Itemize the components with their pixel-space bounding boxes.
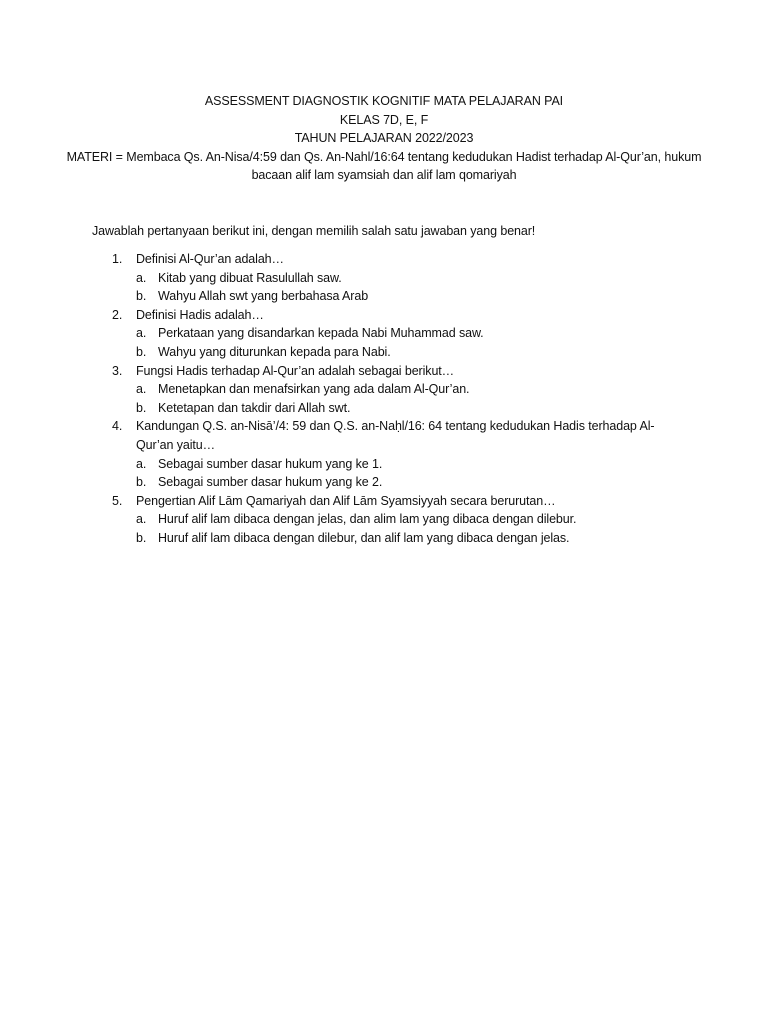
- option-text: Wahyu yang diturunkan kepada para Nabi.: [158, 344, 391, 359]
- option-letter: b.: [136, 289, 147, 304]
- option-text: Perkataan yang disandarkan kepada Nabi Muhammad saw.: [158, 326, 484, 341]
- question-text: Definisi Hadis adalah…: [136, 307, 264, 322]
- answer-option: [136, 269, 672, 288]
- option-letter: a.: [136, 512, 147, 527]
- question-number: 3.: [112, 363, 123, 378]
- answer-option: [136, 510, 672, 529]
- option-letter: b.: [136, 400, 147, 415]
- option-letter: a.: [136, 456, 147, 471]
- answer-option: [136, 399, 672, 418]
- option-text: Menetapkan dan menafsirkan yang ada dalam Al-Qur’an.: [158, 382, 470, 397]
- question-item: [92, 306, 672, 362]
- option-text: Kitab yang dibuat Rasulullah saw.: [158, 270, 342, 285]
- option-letter: b.: [136, 475, 147, 490]
- question-number: 4.: [112, 419, 123, 434]
- question-text: Pengertian Alif Lām Qamariyah dan Alif Lām Syamsiyyah secara berurutan…: [136, 493, 556, 508]
- class-line: KELAS 7D, E, F: [339, 112, 429, 127]
- option-letter: a.: [136, 382, 147, 397]
- option-text: Huruf alif lam dibaca dengan jelas, dan alim lam yang dibaca dengan dilebur.: [158, 512, 577, 527]
- option-letter: b.: [136, 344, 147, 359]
- answer-option: [136, 287, 672, 306]
- assessment-title: ASSESSMENT DIAGNOSTIK KOGNITIF MATA PELAJARAN PAI: [204, 94, 564, 108]
- question-number: 5.: [112, 493, 123, 508]
- option-letter: b.: [136, 530, 147, 545]
- answer-option: [136, 343, 672, 362]
- option-letter: a.: [136, 326, 147, 341]
- materi-line: MATERI = Membaca Qs. An-Nisa/4:59 dan Qs. An-Nahl/16:64 tentang kedudukan Hadist terhadap Al-Qur’an, hukum bacaan alif lam syamsiah dan alif lam qomariyah: [66, 149, 702, 183]
- answer-option: [136, 473, 672, 492]
- answer-option: [136, 380, 672, 399]
- question-text: Definisi Al-Qur’an adalah…: [136, 252, 284, 266]
- question-item: [92, 417, 672, 491]
- answer-option: [136, 455, 672, 474]
- option-text: Sebagai sumber dasar hukum yang ke 1.: [158, 456, 383, 471]
- option-text: Wahyu Allah swt yang berbahasa Arab: [158, 289, 369, 304]
- question-list: [92, 250, 672, 548]
- option-text: Sebagai sumber dasar hukum yang ke 2.: [158, 475, 383, 490]
- document-header: [60, 92, 708, 185]
- question-number: 1.: [112, 252, 123, 266]
- option-text: Huruf alif lam dibaca dengan dilebur, dan alif lam yang dibaca dengan jelas.: [158, 530, 570, 545]
- answer-option: [136, 529, 672, 548]
- question-number: 2.: [112, 307, 123, 322]
- option-text: Ketetapan dan takdir dari Allah swt.: [158, 400, 351, 415]
- question-item: [92, 250, 672, 306]
- question-text: Fungsi Hadis terhadap Al-Qur’an adalah sebagai berikut…: [136, 363, 455, 378]
- school-year-line: TAHUN PELAJARAN 2022/2023: [294, 131, 474, 146]
- answer-option: [136, 324, 672, 343]
- instruction-text: Jawablah pertanyaan berikut ini, dengan memilih salah satu jawaban yang benar!: [92, 224, 536, 238]
- question-item: [92, 492, 672, 548]
- question-text: Kandungan Q.S. an-Nisā’/4: 59 dan Q.S. an-Naḥl/16: 64 tentang kedudukan Hadis terhadap Al-Qur’an yaitu…: [136, 419, 655, 452]
- option-letter: a.: [136, 270, 147, 285]
- question-item: [92, 362, 672, 418]
